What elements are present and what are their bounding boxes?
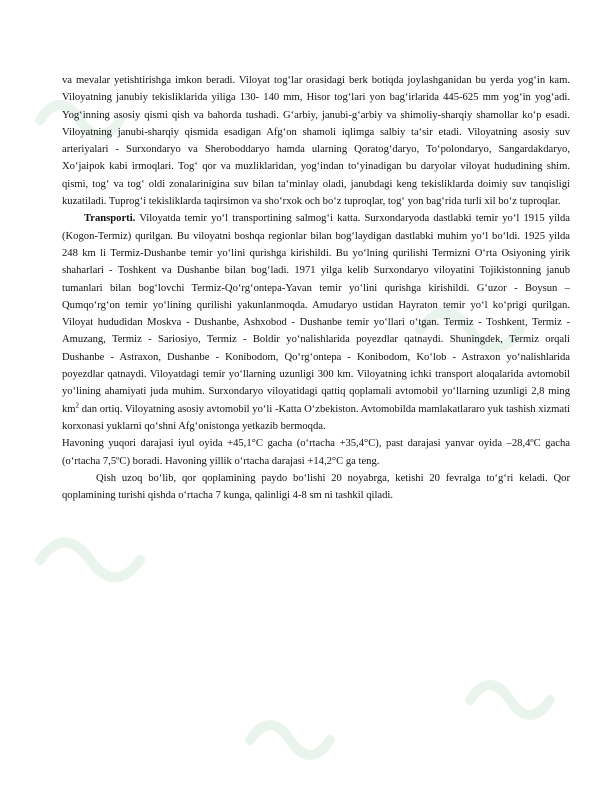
paragraph-temperature: Havoning yuqori darajasi iyul oyida +45,1°C gacha (o‘rtacha +35,4°C), past darajasi yanvar oyida –28,4ºC gacha (o‘rtacha 7,5ºC) boradi. Havoning yillik o‘rtacha darajasi +14,2°C ga teng.	[62, 438, 570, 467]
paragraph-climate: va mevalar yetishtirishga imkon beradi. Viloyat tog‘lar orasidagi berk botiqda joylashganidan bu yerda yog‘in kam. Viloyatning janubiy tekisliklarida yiliga 130- 140 mm, Hisor tog‘lari yon bag‘irlarida 445-625 mm yog‘in yog‘adi. Yog‘inning asosiy qismi qish va bahorda tushadi. G‘arbiy, janubi-g‘arbiy va shimoliy-sharqiy shamollar ko‘p esadi. Viloyatning janubi-sharqiy qismida esadigan Afg‘on shamoli iqlimga salbiy ta‘sir etadi. Viloyatning asosiy suv arteriyalari - Surxondaryo va Sheroboddaryo hamda ularning Qoratog‘daryo, To‘polondaryo, Sangardakdaryo, Xo‘jaipok kabi irmoqlari. Tog‘ qor va muzliklaridan, yog‘indan to‘yinadigan bu daryolar viloyat hududining shim. qismi, tog‘ va tog‘ oldi zonalarinigina suv bilan ta‘minlay oladi, janubdagi keng tekisliklarda doimiy suv tanqisligi kuzatiladi. Tuprog‘i tekisliklarda taqirsimon va sho‘rxok och bo‘z tuproqlar, tog‘ yon bag‘rida turli xil bo‘z tuproqlar.	[62, 75, 570, 208]
paragraph-transport	[62, 210, 570, 435]
paragraph-transport-text: Viloyatda temir yo‘l transportining salmog‘i katta. Surxondaryoda dastlabki temir yo‘l 1915 yilda (Kogon-Termiz) qurilgan. Bu viloyatni boshqa regionlar bilan bog‘laydigan dastlabki muhim yo‘l bo‘ldi. 1925 yilda 248 km li Termiz-Dushanbe temir yo‘lini qurishga kirishildi. Bu yo‘lning qurilishi Termizni O‘rta Osiyoning yirik shaharlari - Toshkent va Dushanbe bilan bog‘ladi. 1971 yilga kelib Surxondaryo viloyatini Tojikistonning janub tumanlari bilan bog‘lovchi Termiz-Qo‘rg‘ontepa-Yavan temir yo‘lini qurishga kirishildi. G‘uzor - Boysun – Qumqo‘rg‘on temir yo‘lining qurilishi yakunlanmoqda. Amudaryo ustidan Hayraton temir yo‘l ko‘prigi qurilgan. Viloyat hududidan Moskva - Dushanbe, Ashxobod - Dushanbe temir yo‘llari o‘tgan. Termiz - Toshkent, Termiz - Amuzang, Termiz - Sariosiyo, Termiz - Boldir yo‘nalishlarida poyezdlar qatnaydi. Shuningdek, Termiz orqali Dushanbe - Astraxon, Dushanbe - Konibodom, Qo‘rg‘ontepa - Konibodom, Ko‘lob - Astraxon yo‘nalishlarida poyezdlar qatnaydi. Viloyatdagi temir yo‘llarning uzunligi 300 km. Viloyatning ichki transport aloqalarida avtomobil yo‘lining ahamiyati juda muhim. Surxondaryo viloyatidagi qattiq qoplamali avtomobil yo‘llarning uzunligi 2,8 ming km	[62, 213, 570, 415]
superscript: 2	[75, 401, 80, 410]
section-title-transport: Transporti.	[84, 213, 136, 225]
paragraph-transport-end: dan ortiq. Viloyatning asosiy avtomobil yo‘li -Katta O‘zbekiston. Avtomobilda mamlakatlararo yuk tashish xizmati korxonasi yuklarni qo‘shni Afg‘onistonga yetkazib bermoqda.	[62, 403, 570, 432]
document-body	[62, 72, 570, 504]
paragraph-winter: Qish uzoq bo‘lib, qor qoplamining paydo bo‘lishi 20 noyabrga, ketishi 20 fevralga to‘g‘ri keladi. Qor qoplamining turishi qishda o‘rtacha 7 kunga, qalinligi 4-8 sm ni tashkil qiladi.	[62, 472, 570, 502]
